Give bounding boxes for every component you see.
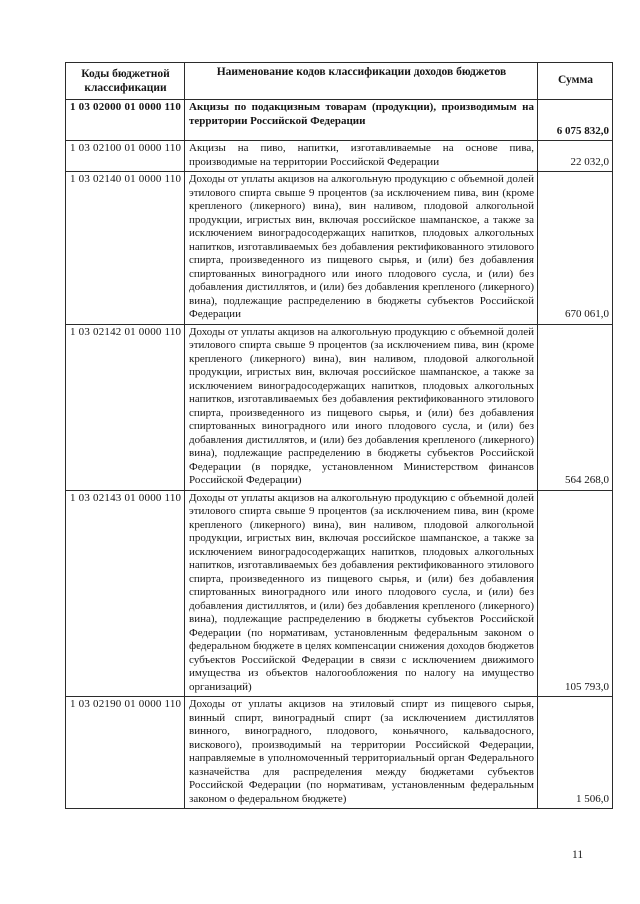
- row-code: 1 03 02142 01 0000 110: [66, 324, 185, 490]
- table-row: [66, 172, 613, 325]
- row-sum: 6 075 832,0: [538, 100, 613, 141]
- page-number: 11: [572, 849, 584, 861]
- row-code: 1 03 02140 01 0000 110: [66, 172, 185, 325]
- row-sum: 22 032,0: [538, 141, 613, 172]
- row-code: 1 03 02100 01 0000 110: [66, 141, 185, 172]
- row-sum: 564 268,0: [538, 324, 613, 490]
- row-name: Доходы от уплаты акцизов на алкогольную продукцию с объемной долей этилового спирта свыше 9 процентов (за исключением пива, вин (кроме крепленого (ликерного) вина), вин наливом, плодовой алкогольной продукции, игристых вин, включая российское шампанское, а также за исключением виноградосодержащих напитков, плодовых алкогольных напитков, изготавливаемых без добавления ректификованного этилового спирта, произведенного из пищевого сырья, и (или) без добавления спиртованных виноградного или иного плодового сусла, и (или) без добавления дистиллятов, и (или) без добавления крепленого (ликерного) вина), подлежащие распределению в бюджеты субъектов Российской Федерации: [185, 172, 538, 325]
- table-row: [66, 697, 613, 809]
- header-sum: Сумма: [538, 63, 613, 100]
- row-sum: 1 506,0: [538, 697, 613, 809]
- row-sum: 105 793,0: [538, 490, 613, 697]
- row-sum: 670 061,0: [538, 172, 613, 325]
- header-row: [66, 63, 613, 100]
- header-name: Наименование кодов классификации доходов бюджетов: [185, 63, 538, 100]
- row-name: Акцизы по подакцизным товарам (продукции), производимым на территории Российской Федерации: [185, 100, 538, 141]
- budget-codes-table: [65, 62, 613, 809]
- row-name: Доходы от уплаты акцизов на этиловый спирт из пищевого сырья, винный спирт, виноградный спирт (за исключением дистиллятов винного, виноградного, плодового, коньячного, кальвадосного, вискового), производимый на территории Российской Федерации, направляемые в уполномоченный территориальный орган Федерального казначейства для распределения между бюджетами субъектов Российской Федерации (по нормативам, установленным федеральным законом о федеральном бюджете): [185, 697, 538, 809]
- header-code: Коды бюджетной классификации: [66, 63, 185, 100]
- table-body: [66, 100, 613, 809]
- table-row: [66, 141, 613, 172]
- row-code: 1 03 02143 01 0000 110: [66, 490, 185, 697]
- table-row: [66, 490, 613, 697]
- table-row: [66, 324, 613, 490]
- row-code: 1 03 02190 01 0000 110: [66, 697, 185, 809]
- table-row: [66, 100, 613, 141]
- row-name: Доходы от уплаты акцизов на алкогольную продукцию с объемной долей этилового спирта свыше 9 процентов (за исключением пива, вин (кроме крепленого (ликерного) вина), вин наливом, плодовой алкогольной продукции, игристых вин, включая российское шампанское, а также за исключением виноградосодержащих напитков, плодовых алкогольных напитков, изготавливаемых без добавления ректификованного этилового спирта, произведенного из пищевого сырья, и (или) без добавления спиртованных виноградного или иного плодового сусла, и (или) без добавления дистиллятов, и (или) без добавления крепленого (ликерного) вина), подлежащие распределению в бюджеты субъектов Российской Федерации (по нормативам, установленным федеральным законом о федеральном бюджете в целях компенсации снижения доходов бюджетов субъектов Российской Федерации в связи с исключением движимого имущества из объектов налогообложения по налогу на имущество организаций): [185, 490, 538, 697]
- row-code: 1 03 02000 01 0000 110: [66, 100, 185, 141]
- row-name: Доходы от уплаты акцизов на алкогольную продукцию с объемной долей этилового спирта свыше 9 процентов (за исключением пива, вин (кроме крепленого (ликерного) вина), вин наливом, плодовой алкогольной продукции, игристых вин, включая российское шампанское, а также за исключением виноградосодержащих напитков, плодовых алкогольных напитков, изготавливаемых без добавления ректификованного этилового спирта, произведенного из пищевого сырья, и (или) без добавления спиртованных виноградного или иного плодового сусла, и (или) без добавления дистиллятов, и (или) без добавления крепленого (ликерного) вина), подлежащие распределению в бюджеты субъектов Российской Федерации (в порядке, установленном Министерством финансов Российской Федерации): [185, 324, 538, 490]
- row-name: Акцизы на пиво, напитки, изготавливаемые на основе пива, производимые на территории Российской Федерации: [185, 141, 538, 172]
- table-header: [66, 63, 613, 100]
